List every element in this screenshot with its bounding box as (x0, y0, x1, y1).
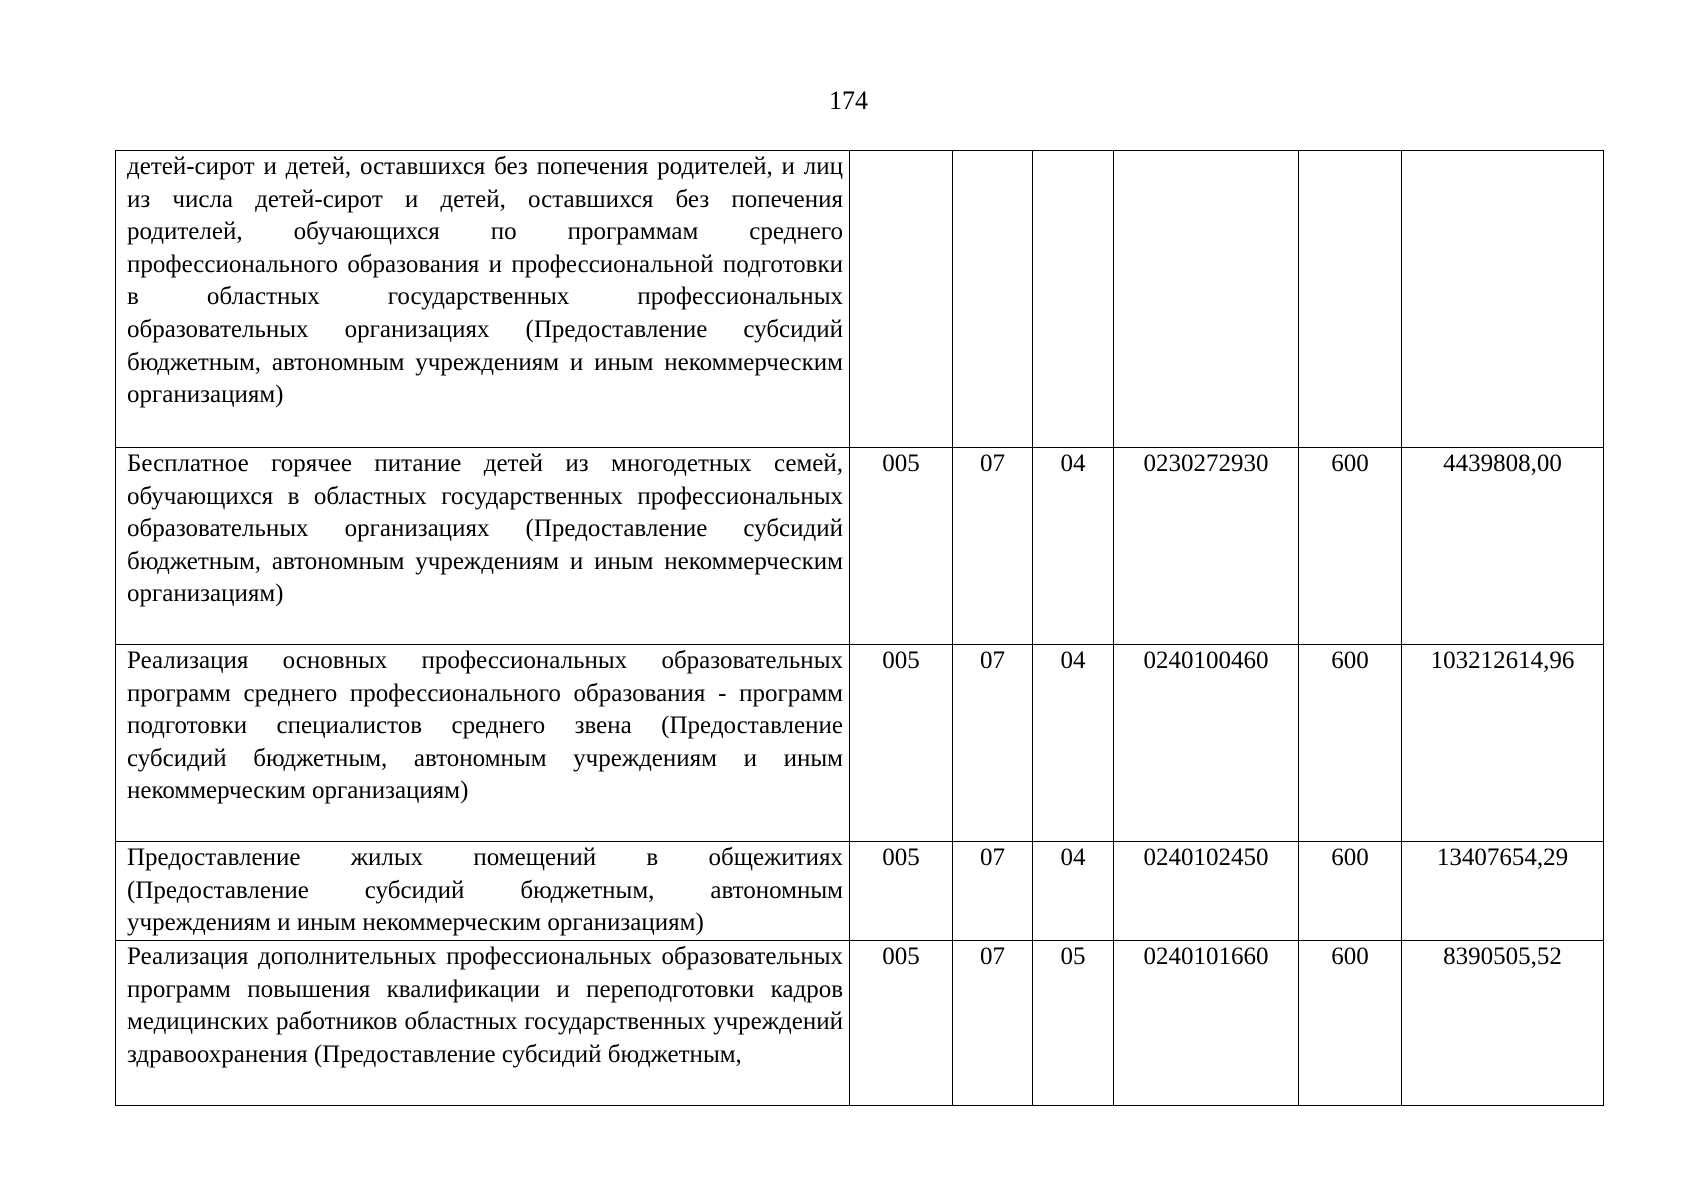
ministry-code: 005 (850, 448, 953, 645)
expense-type-code: 600 (1299, 645, 1402, 842)
row-description: Реализация дополнительных профессиональных образовательных программ повышения квалификации и переподготовки кадров медицинских работников областных государственных учреждений здравоохранения (Предоставление субсидий бюджетным, (116, 941, 850, 1106)
section-code: 07 (953, 645, 1033, 842)
ministry-code: 005 (850, 842, 953, 941)
budget-table (115, 150, 1604, 1106)
section-code: 07 (953, 842, 1033, 941)
amount-value: 103212614,96 (1402, 645, 1604, 842)
target-code: 0230272930 (1114, 448, 1299, 645)
subsection-code: 04 (1033, 448, 1114, 645)
subsection-code: 05 (1033, 941, 1114, 1106)
section-code: 07 (953, 941, 1033, 1106)
row-description: Реализация основных профессиональных образовательных программ среднего профессионального образования - программ подготовки специалистов среднего звена (Предоставление субсидий бюджетным, автономным учреждениям и иным некоммерческим организациям) (116, 645, 850, 842)
expense-type-code: 600 (1299, 842, 1402, 941)
row-description: детей-сирот и детей, оставшихся без попечения родителей, и лиц из числа детей-сирот и детей, оставшихся без попечения родителей, обучающихся по программам среднего профессионального образования и профессиональной подготовки в областных государственных профессиональных образовательных организациях (Предоставление субсидий бюджетным, автономным учреждениям и иным некоммерческим организациям) (116, 151, 850, 448)
section-code (953, 151, 1033, 448)
amount-value: 8390505,52 (1402, 941, 1604, 1106)
ministry-code: 005 (850, 645, 953, 842)
amount-value: 4439808,00 (1402, 448, 1604, 645)
ministry-code (850, 151, 953, 448)
expense-type-code: 600 (1299, 941, 1402, 1106)
page-number: 174 (829, 86, 868, 115)
row-description: Бесплатное горячее питание детей из многодетных семей, обучающихся в областных государственных профессиональных образовательных организациях (Предоставление субсидий бюджетным, автономным учреждениям и иным некоммерческим организациям) (116, 448, 850, 645)
table-row (116, 151, 1604, 448)
table-row (116, 448, 1604, 645)
table-row (116, 941, 1604, 1106)
ministry-code: 005 (850, 941, 953, 1106)
target-code (1114, 151, 1299, 448)
section-code: 07 (953, 448, 1033, 645)
target-code: 0240101660 (1114, 941, 1299, 1106)
amount-value (1402, 151, 1604, 448)
target-code: 0240100460 (1114, 645, 1299, 842)
subsection-code: 04 (1033, 645, 1114, 842)
target-code: 0240102450 (1114, 842, 1299, 941)
expense-type-code (1299, 151, 1402, 448)
table-row (116, 645, 1604, 842)
subsection-code (1033, 151, 1114, 448)
amount-value: 13407654,29 (1402, 842, 1604, 941)
row-description: Предоставление жилых помещений в общежитиях (Предоставление субсидий бюджетным, автономным учреждениям и иным некоммерческим организациям) (116, 842, 850, 941)
expense-type-code: 600 (1299, 448, 1402, 645)
subsection-code: 04 (1033, 842, 1114, 941)
table-row (116, 842, 1604, 941)
